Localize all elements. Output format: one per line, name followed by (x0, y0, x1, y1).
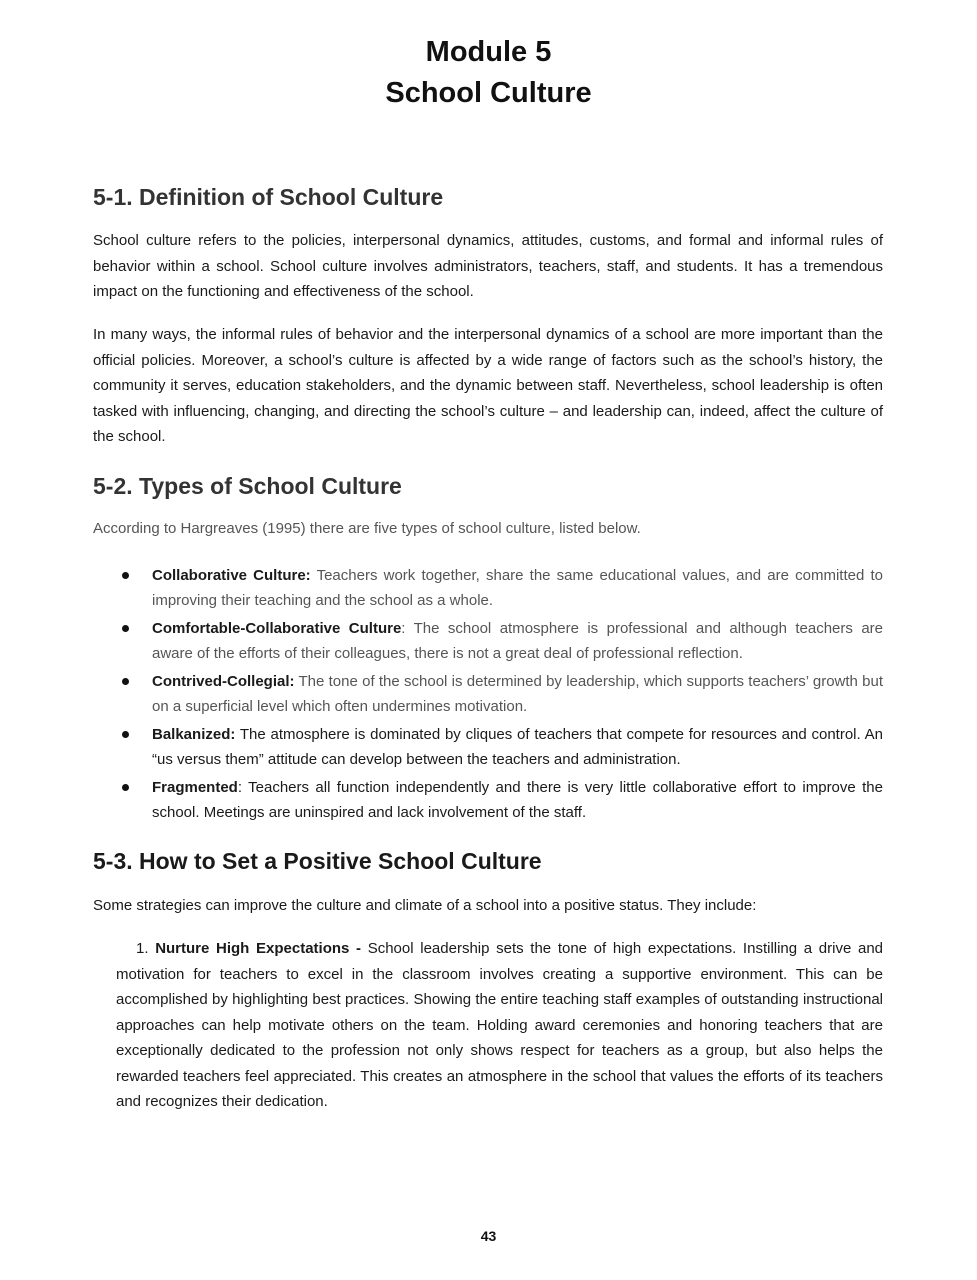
module-title: School Culture (385, 77, 592, 109)
list-item (93, 616, 883, 666)
positive-culture-intro: Some strategies can improve the culture and climate of a school into a positive status. They include: (93, 897, 757, 914)
types-list (93, 563, 883, 828)
list-item (93, 669, 883, 719)
bullet-icon (122, 731, 129, 738)
strategy-text: School leadership sets the tone of high expectations. Instilling a drive and motivation for teachers to excel in the classroom involves creating a supportive environment. This can be accomplished by highlighting best practices. Showing the entire teaching staff examples of outstanding instructional approaches can help motivate others on the team. Holding award ceremonies and honoring teachers that are exceptionally dedicated to the profession not only shows respect for teachers as a group, but also helps the rewarded teachers feel appreciated. This creates an atmosphere in the school that values the efforts of its teachers and recognizes their dedication. (116, 940, 883, 1110)
section-heading-definition: 5-1. Definition of School Culture (93, 184, 444, 210)
bullet-text: : The school atmosphere is professional and although teachers are aware of the efforts of their colleagues, there is not a great deal of professional reflection. (152, 620, 884, 662)
section-heading-positive-culture: 5-3. How to Set a Positive School Culture (93, 848, 542, 874)
strategy-term: Nurture High Expectations - (155, 940, 362, 957)
bullet-text: The tone of the school is determined by leadership, which supports teachers’ growth but on a superficial level which often undermines motivation. (152, 673, 883, 715)
strategy-number: 1. (136, 940, 149, 957)
module-number: Module 5 (425, 36, 552, 68)
bullet-term: Fragmented (152, 779, 238, 796)
bullet-term: Collaborative Culture: (152, 567, 311, 584)
bullet-term: Balkanized: (152, 726, 236, 743)
bullet-text: The atmosphere is dominated by cliques of teachers that compete for resources and control. An “us versus them” attitude can develop between the teachers and administration. (152, 726, 883, 768)
bullet-icon (122, 625, 129, 632)
bullet-icon (122, 784, 129, 791)
list-item (93, 775, 883, 825)
list-item (93, 722, 883, 772)
types-intro: According to Hargreaves (1995) there are five types of school culture, listed below. (93, 520, 641, 537)
bullet-text: : Teachers all function independently and there is very little collaborative effort to improve the school. Meetings are uninspired and lack involvement of the staff. (152, 779, 883, 821)
definition-paragraph-2: In many ways, the informal rules of behavior and the interpersonal dynamics of a school are more important than the official policies. Moreover, a school’s culture is affected by a wide range of factors such as the school’s history, the community it serves, education stakeholders, and the dynamic between staff. Nevertheless, school leadership is often tasked with influencing, changing, and directing the school’s culture – and leadership can, indeed, affect the culture of the school. (93, 326, 883, 445)
definition-paragraph-1: School culture refers to the policies, interpersonal dynamics, attitudes, customs, and formal and informal rules of behavior within a school. School culture involves administrators, teachers, staff, and students. It has a tremendous impact on the functioning and effectiveness of the school. (93, 232, 883, 300)
bullet-icon (122, 678, 129, 685)
strategy-item-1 (116, 936, 883, 1115)
page-number: 43 (480, 1228, 497, 1244)
bullet-term: Comfortable-Collaborative Culture (152, 620, 402, 637)
list-item (93, 563, 883, 613)
bullet-text: Teachers work together, share the same educational values, and are committed to improving their teaching and the school as a whole. (152, 567, 883, 609)
section-heading-types: 5-2. Types of School Culture (93, 473, 402, 499)
bullet-term: Contrived-Collegial: (152, 673, 295, 690)
bullet-icon (122, 572, 129, 579)
